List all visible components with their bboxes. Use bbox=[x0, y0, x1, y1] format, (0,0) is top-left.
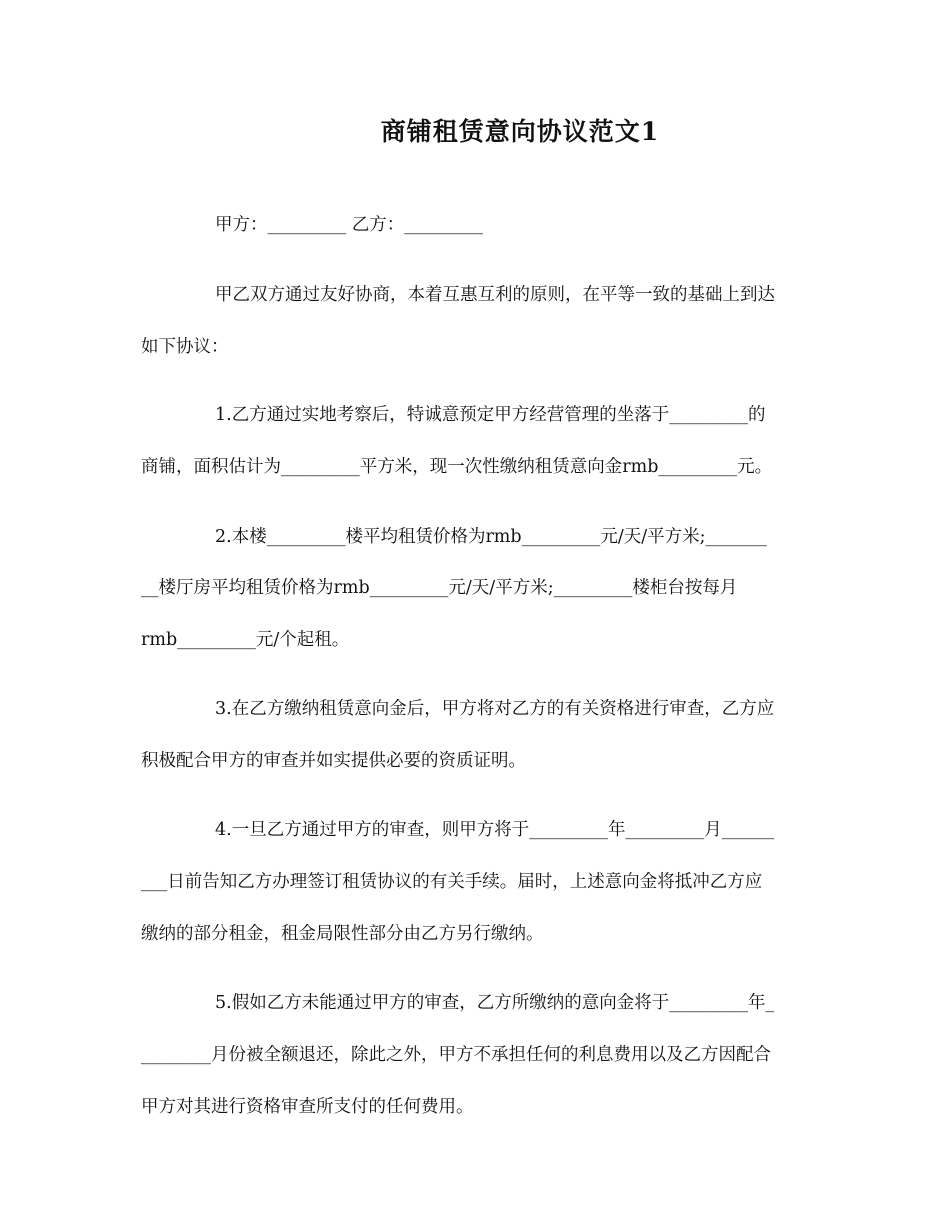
intro-paragraph-line-1: 甲乙双方通过友好协商，本着互惠互利的原则，在平等一致的基础上到达 bbox=[215, 285, 775, 305]
clause-4-line-3: 缴纳的部分租金，租金局限性部分由乙方另行缴纳。 bbox=[141, 924, 544, 944]
clause-2-line-1: 2.本楼_________楼平均租赁价格为rmb_________元/天/平方米;_______ bbox=[215, 527, 767, 547]
clause-1-line-1: 1.乙方通过实地考察后，特诚意预定甲方经营管理的坐落于_________的 bbox=[215, 405, 766, 425]
clause-2-line-3: rmb_________元/个起租。 bbox=[141, 630, 350, 650]
intro-paragraph-line-2: 如下协议： bbox=[141, 337, 229, 357]
clause-5-line-1: 5.假如乙方未能通过甲方的审查，乙方所缴纳的意向金将于_________年_ bbox=[215, 993, 775, 1013]
clause-2-line-2: __楼厅房平均租赁价格为rmb_________元/天/平方米;_________楼柜台按每月 bbox=[141, 578, 738, 598]
clause-5-line-3: 甲方对其进行资格审查所支付的任何费用。 bbox=[141, 1097, 474, 1117]
document-title: 商铺租赁意向协议范文1 bbox=[380, 117, 660, 146]
clause-3-line-1: 3.在乙方缴纳租赁意向金后，甲方将对乙方的有关资格进行审查，乙方应 bbox=[215, 699, 775, 719]
clause-5-line-2: ________月份被全额退还，除此之外，甲方不承担任何的利息费用以及乙方因配合 bbox=[141, 1045, 771, 1065]
clause-3-line-2: 积极配合甲方的审查并如实提供必要的资质证明。 bbox=[141, 751, 526, 771]
clause-1-line-2: 商铺，面积估计为_________平方米，现一次性缴纳租赁意向金rmb_________元。 bbox=[141, 457, 773, 477]
clause-4-line-1: 4.一旦乙方通过甲方的审查，则甲方将于_________年_________月______ bbox=[215, 820, 775, 840]
parties-line: 甲方：_________ 乙方：_________ bbox=[215, 215, 484, 235]
clause-4-line-2: ___日前告知乙方办理签订租赁协议的有关手续。届时，上述意向金将抵冲乙方应 bbox=[141, 872, 763, 892]
